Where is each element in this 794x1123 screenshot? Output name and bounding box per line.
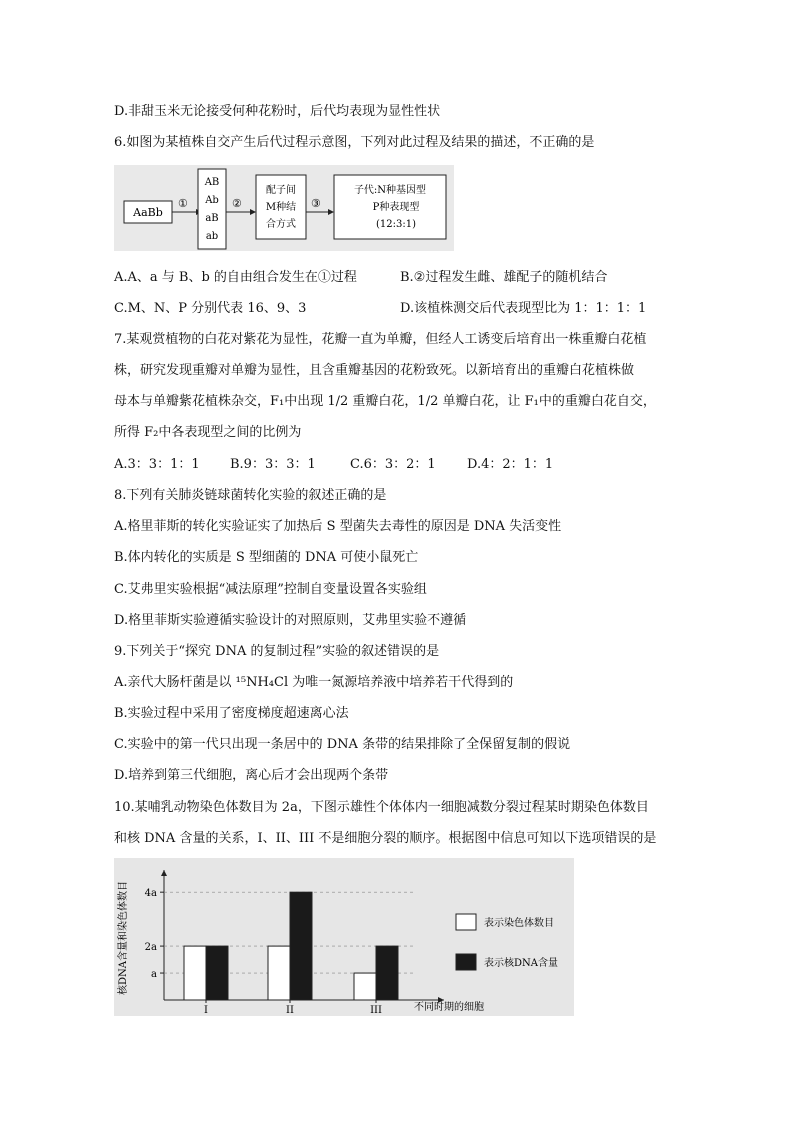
q7-option-d: D.4：2：1：1: [467, 457, 554, 472]
q7-option-b: B.9：3：3：1: [230, 457, 316, 472]
step-1-label: ①: [178, 197, 188, 210]
gamete-2: Ab: [205, 195, 219, 206]
q8-option-c: C.艾弗里实验根据“减法原理”控制自变量设置各实验组: [114, 582, 427, 597]
combination-line-2: M种结: [265, 202, 297, 213]
process-diagram-svg: [114, 165, 454, 251]
q6-option-a: A.A、a 与 B、b 的自由组合发生在①过程: [114, 270, 357, 285]
q10-stem-line-2: 和核 DNA 含量的关系，I、II、III 不是细胞分裂的顺序。根据图中信息可知以下选项错误的是: [114, 831, 657, 846]
q9-stem: 9.下列关于“探究 DNA 的复制过程”实验的叙述错误的是: [114, 644, 440, 659]
q6-process-diagram: [114, 165, 454, 251]
q7-stem-line-2: 株，研究发现重瓣对单瓣为显性，且含重瓣基因的花粉致死。以新培育出的重瓣白花植株做: [114, 363, 635, 378]
step-3-label: ③: [311, 197, 321, 210]
y-tick-label-a: a: [151, 969, 157, 981]
offspring-line-1: 子代:N种基因型: [353, 185, 427, 196]
q9-option-a: A.亲代大肠杆菌是以 ¹⁵NH₄Cl 为唯一氮源培养液中培养若干代得到的: [114, 675, 514, 690]
x-tick-label-II: II: [286, 1005, 294, 1016]
q6-option-c: C.M、N、P 分别代表 16、9、3: [114, 301, 307, 316]
bar-I-chromosome: [184, 946, 206, 1000]
y-axis-arrow: [161, 870, 167, 876]
q9-option-d: D.培养到第三代细胞，离心后才会出现两个条带: [114, 768, 389, 783]
q7-stem-line-4: 所得 F₂中各表现型之间的比例为: [114, 425, 302, 440]
arrow-3-head: [328, 209, 334, 215]
y-ticks: [145, 888, 164, 980]
q8-option-b: B.体内转化的实质是 S 型细菌的 DNA 可使小鼠死亡: [114, 550, 419, 565]
offspring-line-2: P种表现型: [372, 202, 420, 213]
bar-III-dna: [376, 946, 398, 1000]
q6-stem: 6.如图为某植株自交产生后代过程示意图，下列对此过程及结果的描述，不正确的是: [114, 135, 595, 150]
arrow-2-head: [250, 209, 256, 215]
y-axis-label: 核DNA含量和染色体数目: [118, 881, 129, 995]
q8-option-a: A.格里菲斯的转化实验证实了加热后 S 型菌失去毒性的原因是 DNA 失活变性: [114, 519, 562, 534]
bar-II-dna: [290, 892, 312, 1000]
combination-line-1: 配子间: [266, 185, 296, 196]
q8-option-d: D.格里菲斯实验遵循实验设计的对照原则，艾弗里实验不遵循: [114, 613, 467, 628]
gamete-1: AB: [204, 177, 220, 188]
y-tick-label-2a: 2a: [144, 942, 157, 954]
legend: [456, 914, 558, 970]
q6-option-b: B.②过程发生雌、雄配子的随机结合: [400, 270, 608, 285]
offspring-line-3: (12:3:1): [376, 219, 416, 230]
x-tick-label-III: III: [370, 1005, 382, 1016]
q7-stem-line-3: 母本与单瓣紫花植株杂交，F₁中出现 1/2 重瓣白花，1/2 单瓣白花，让 F₁中的重瓣白花自交，: [114, 394, 656, 409]
legend-swatch-dna: [456, 954, 476, 970]
combination-line-3: 合方式: [266, 219, 296, 230]
q7-option-a: A.3：3：1：1: [114, 457, 200, 472]
q9-option-c: C.实验中的第一代只出现一条居中的 DNA 条带的结果排除了全保留复制的假说: [114, 737, 571, 752]
q7-stem-line-1: 7.某观赏植物的白花对紫花为显性，花瓣一直为单瓣，但经人工诱变后培育出一株重瓣白花植: [114, 332, 647, 347]
q5-option-d: D.非甜玉米无论接受何种花粉时，后代均表现为显性性状: [114, 104, 441, 119]
bar-II-chromosome: [268, 946, 290, 1000]
q6-option-d: D.该植株测交后代表现型比为 1：1：1：1: [400, 301, 647, 316]
legend-label-dna: 表示核DNA含量: [484, 958, 558, 969]
legend-swatch-chromosome: [456, 914, 476, 930]
parent-label: AaBb: [133, 206, 163, 219]
step-2-label: ②: [232, 197, 242, 210]
x-ticks: [204, 1000, 382, 1016]
bars: [184, 892, 398, 1000]
chart-svg: [114, 858, 574, 1016]
x-tick-label-I: I: [204, 1005, 208, 1016]
q8-stem: 8.下列有关肺炎链球菌转化实验的叙述正确的是: [114, 488, 387, 503]
gamete-4: ab: [205, 231, 219, 242]
y-tick-label-4a: 4a: [144, 888, 157, 900]
q9-option-b: B.实验过程中采用了密度梯度超速离心法: [114, 706, 349, 721]
q10-stem-line-1: 10.某哺乳动物染色体数目为 2a，下图示雄性个体体内一细胞减数分裂过程某时期染色体数目: [114, 800, 649, 815]
legend-label-chromosome: 表示染色体数目: [484, 918, 554, 929]
bar-I-dna: [206, 946, 228, 1000]
gamete-3: aB: [205, 213, 219, 224]
q7-option-c: C.6：3：2：1: [350, 457, 436, 472]
x-axis-label: 不同时期的细胞: [414, 1002, 484, 1013]
q10-bar-chart: [114, 858, 574, 1016]
bar-III-chromosome: [354, 973, 376, 1000]
